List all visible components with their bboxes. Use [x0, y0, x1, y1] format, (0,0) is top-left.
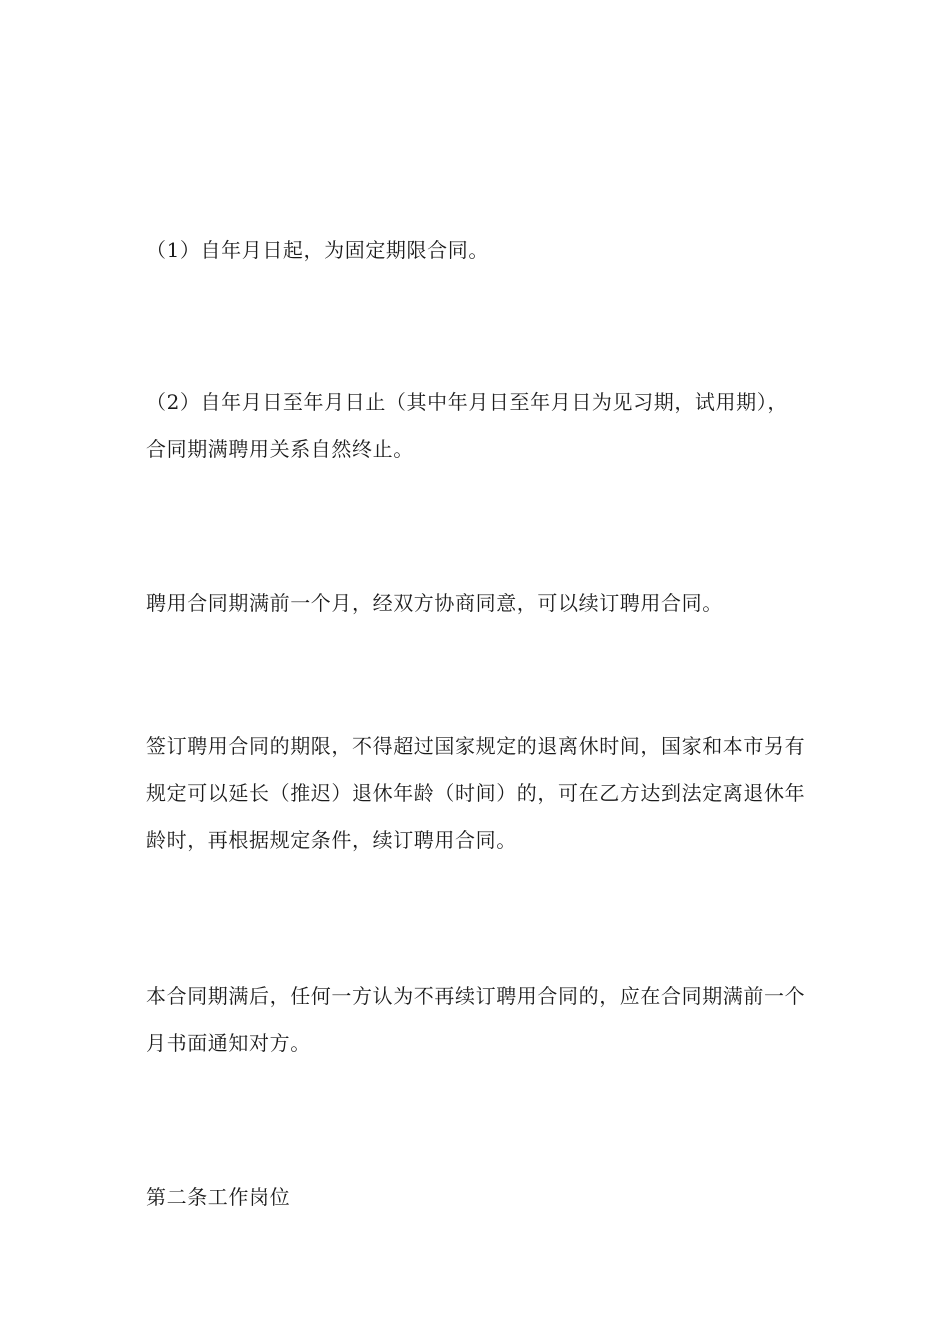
paragraph-renewal: 聘用合同期满前一个月，经双方协商同意，可以续订聘用合同。 — [146, 591, 723, 615]
section-heading-work-position: 第二条工作岗位 — [146, 1185, 291, 1209]
paragraph-fixed-term: （1）自年月日起，为固定期限合同。 — [146, 238, 489, 262]
paragraph-term-period: （2）自年月日至年月日止（其中年月日至年月日为见习期，试用期），合同期满聘用关系自然终止。 — [146, 390, 788, 461]
paragraph-retirement-limit: 签订聘用合同的期限，不得超过国家规定的退离休时间，国家和本市另有规定可以延长（推迟）退休年龄（时间）的，可在乙方达到法定离退休年龄时，再根据规定条件，续订聘用合同。 — [146, 734, 806, 852]
paragraph-notice: 本合同期满后，任何一方认为不再续订聘用合同的，应在合同期满前一个月书面通知对方。 — [146, 984, 806, 1055]
